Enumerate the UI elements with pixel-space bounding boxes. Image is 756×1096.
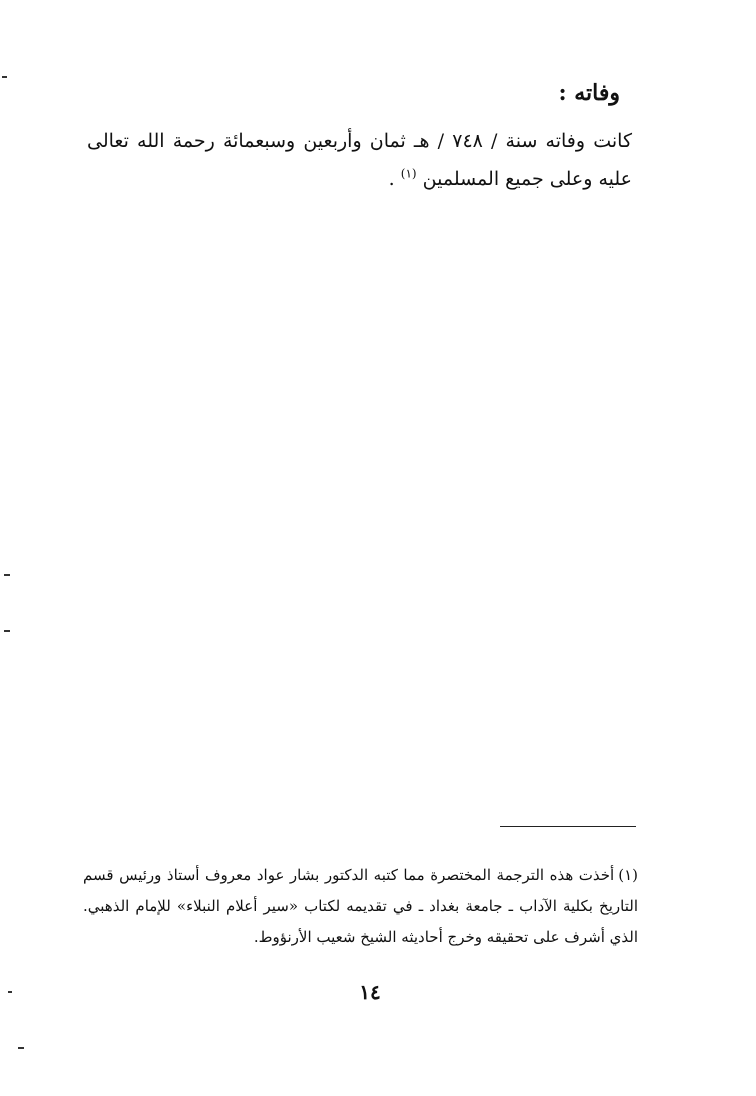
paragraph-text: كانت وفاته سنة / ٧٤٨ / هـ ثمان وأربعين وسبعمائة رحمة الله تعالى عليه وعلى جميع المسلمين <box>87 130 632 190</box>
footnote <box>83 860 638 953</box>
footnote-text: أخذت هذه الترجمة المختصرة مما كتبه الدكتور بشار عواد معروف أستاذ ورئيس قسم التاريخ بكلية الآداب ـ جامعة بغداد ـ في تقديمه لكتاب «سير أعلام النبلاء» للإمام الذهبي. الذي أشرف على تحقيقه وخرج أحاديثه الشيخ شعيب الأرنؤوط. <box>83 866 638 946</box>
margin-mark <box>2 76 7 78</box>
footnote-number: (١) <box>618 866 638 884</box>
section-heading: وفاته : <box>558 80 620 106</box>
paragraph-end: . <box>388 168 401 190</box>
page-number: ١٤ <box>359 980 381 1004</box>
body-paragraph <box>87 122 632 198</box>
footnote-reference[interactable]: (١) <box>400 166 417 181</box>
margin-mark <box>8 991 12 993</box>
margin-mark <box>4 574 10 576</box>
margin-mark <box>18 1047 24 1049</box>
footnote-separator <box>500 826 636 827</box>
margin-mark <box>4 630 10 632</box>
